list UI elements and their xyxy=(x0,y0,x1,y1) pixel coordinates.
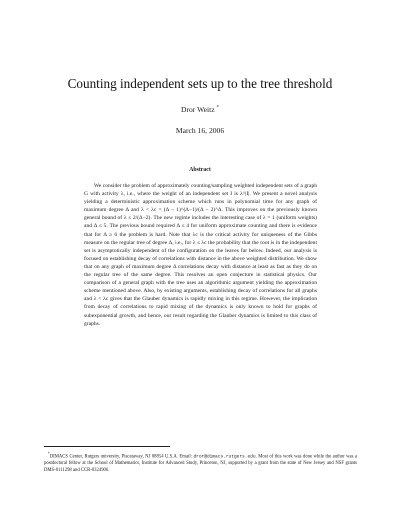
footnote-rule xyxy=(44,446,170,447)
footnote-affiliation: DIMACS Center, Rutgers university, Piscataway, NJ 08854 U.S.A. Email: xyxy=(49,454,192,460)
author-footnote-mark: * xyxy=(216,105,220,111)
footnote-funding: . Most of this work was done while the author was a postdoctoral fellow at the School of Mathematics, Institute for Advanced Study, Princeton, NJ, supported by a grant from the state of New Jersey and NSF grants DMS-0111298 and CCR-0324906. xyxy=(44,454,358,474)
author-name: Dror Weitz xyxy=(180,105,215,114)
abstract-heading: Abstract xyxy=(189,167,211,173)
footnote-email: dror@dimacs.rutgers.edu xyxy=(193,454,256,460)
paper-title: Counting independent sets up to the tree threshold xyxy=(67,76,333,91)
footnote xyxy=(44,451,357,475)
abstract-text: We consider the problem of approximately counting/sampling weighted independent sets of a graph G with activity λ, i.e., where the weight of an independent set I is λ^|I|. We present a novel analysis yielding a deterministic approximation scheme which runs in polynomial time for any graph of maximum degree Δ and λ < λc = (Δ − 1)^(Δ−1)/(Δ − 2)^Δ. This improves on the previously known general bound of λ ≤ 2/(Δ−2). The new regime includes the interesting case of λ = 1 (uniform weights) and Δ ≤ 5. The previous bound required Δ ≤ 4 for uniform approximate counting and there is evidence that for Δ ≥ 6 the problem is hard. Note that λc is the critical activity for uniqueness of the Gibbs measure on the regular tree of degree Δ, i.e., for λ ≤ λc the probability that the root is in the independent set is asymptotically independent of the configuration on the leaves far below. Indeed, our analysis is focused on establishing decay of correlations with distance in the above weighted distribution. We show that on any graph of maximum degree Δ correlations decay with distance at least as fast as they do on the regular tree of the same degree. This resolves an open conjecture in statistical physics. Our comparison of a general graph with the tree uses an algorithmic argument yielding the approximation scheme mentioned above. Also, by existing arguments, establishing decay of correlations for all graphs and λ < λc gives that the Glauber dynamics is rapidly mixing in this regime. However, the implication from decay of correlations to rapid mixing of the dynamics is only known to hold for graphs of subexponential growth, and hence, our result regarding the Glauber dynamics is limited to this class of graphs. xyxy=(84,183,317,327)
paper-date: March 16, 2006 xyxy=(175,126,225,135)
footnote-mark: * xyxy=(48,452,50,456)
author-line xyxy=(0,105,400,114)
